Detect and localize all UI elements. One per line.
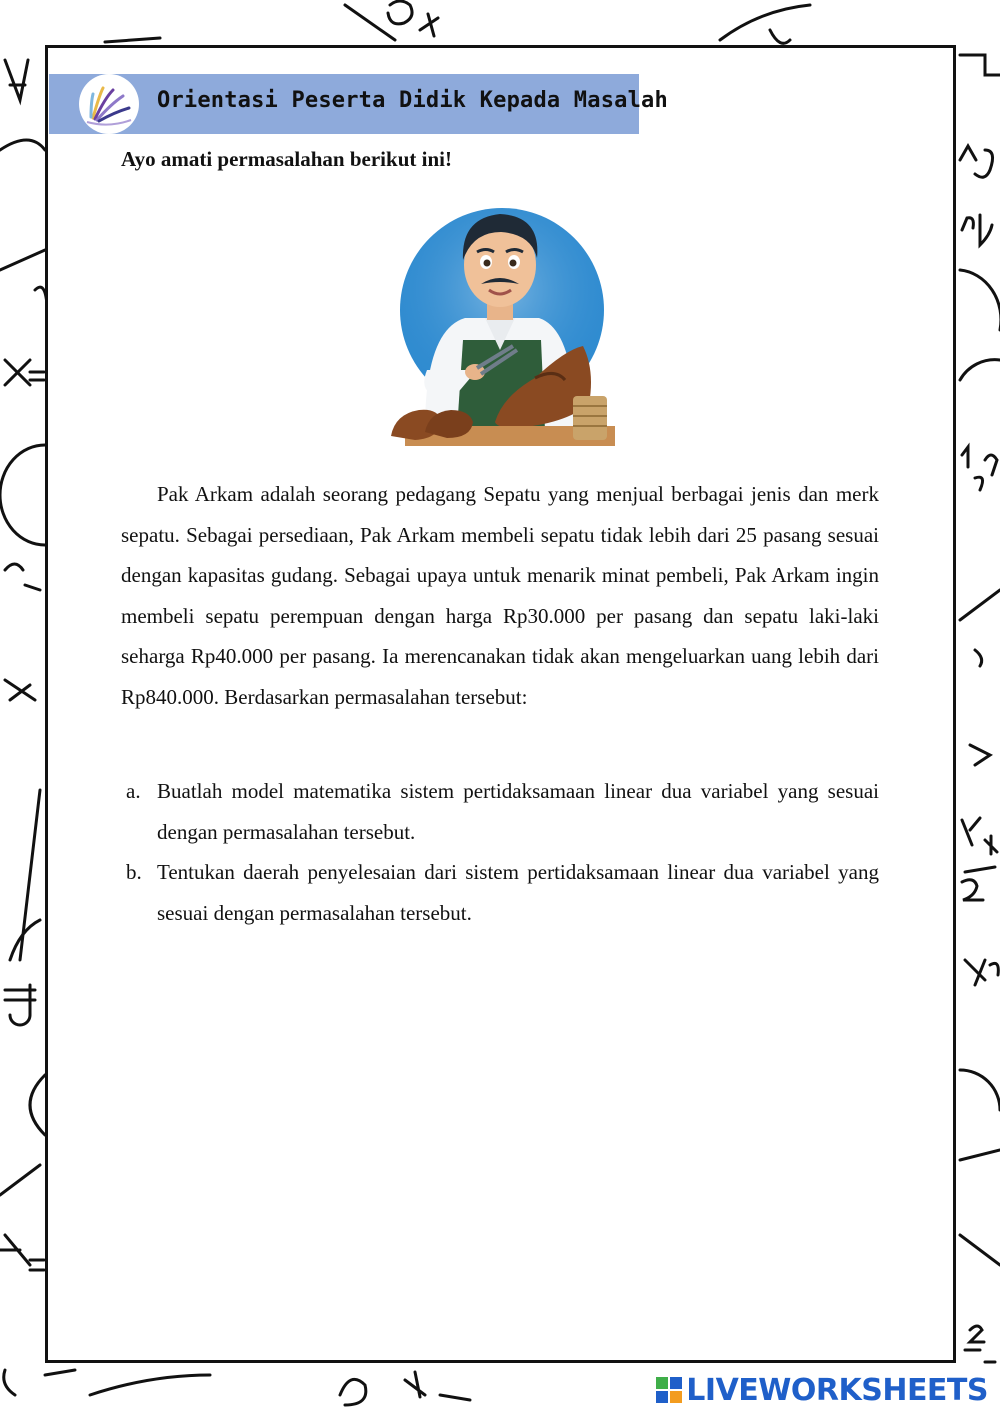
liveworksheets-logo-icon bbox=[656, 1377, 682, 1403]
task-item bbox=[121, 852, 879, 933]
shoemaker-illustration bbox=[385, 200, 615, 450]
fan-logo-icon bbox=[79, 74, 139, 134]
instruction-heading: Ayo amati permasalahan berikut ini! bbox=[121, 147, 452, 171]
task-text: Tentukan daerah penyelesaian dari sistem pertidaksamaan linear dua variabel yang sesuai dengan permasalahan tersebut. bbox=[157, 860, 879, 925]
task-marker: a. bbox=[126, 779, 141, 803]
watermark-text: LIVEWORKSHEETS bbox=[686, 1372, 988, 1408]
section-title: Orientasi Peserta Didik Kepada Masalah bbox=[157, 88, 668, 113]
task-list bbox=[121, 771, 879, 933]
problem-story-paragraph: Pak Arkam adalah seorang pedagang Sepatu yang menjual berbagai jenis dan merk sepatu. Sebagai persediaan, Pak Arkam membeli sepatu tidak lebih dari 25 pasang sesuai dengan kapasitas gudang. Sebagai upaya untuk menarik minat pembeli, Pak Arkam ingin membeli sepatu perempuan dengan harga Rp30.000 per pasang dan sepatu laki-laki seharga Rp40.000 per pasang. Ia merencanakan tidak akan mengeluarkan uang lebih dari Rp840.000. Berdasarkan permasalahan tersebut: bbox=[121, 482, 879, 709]
task-marker: b. bbox=[126, 860, 142, 884]
liveworksheets-watermark bbox=[656, 1372, 988, 1408]
task-text: Buatlah model matematika sistem pertidaksamaan linear dua variabel yang sesuai dengan permasalahan tersebut. bbox=[157, 779, 879, 844]
task-item bbox=[121, 771, 879, 852]
